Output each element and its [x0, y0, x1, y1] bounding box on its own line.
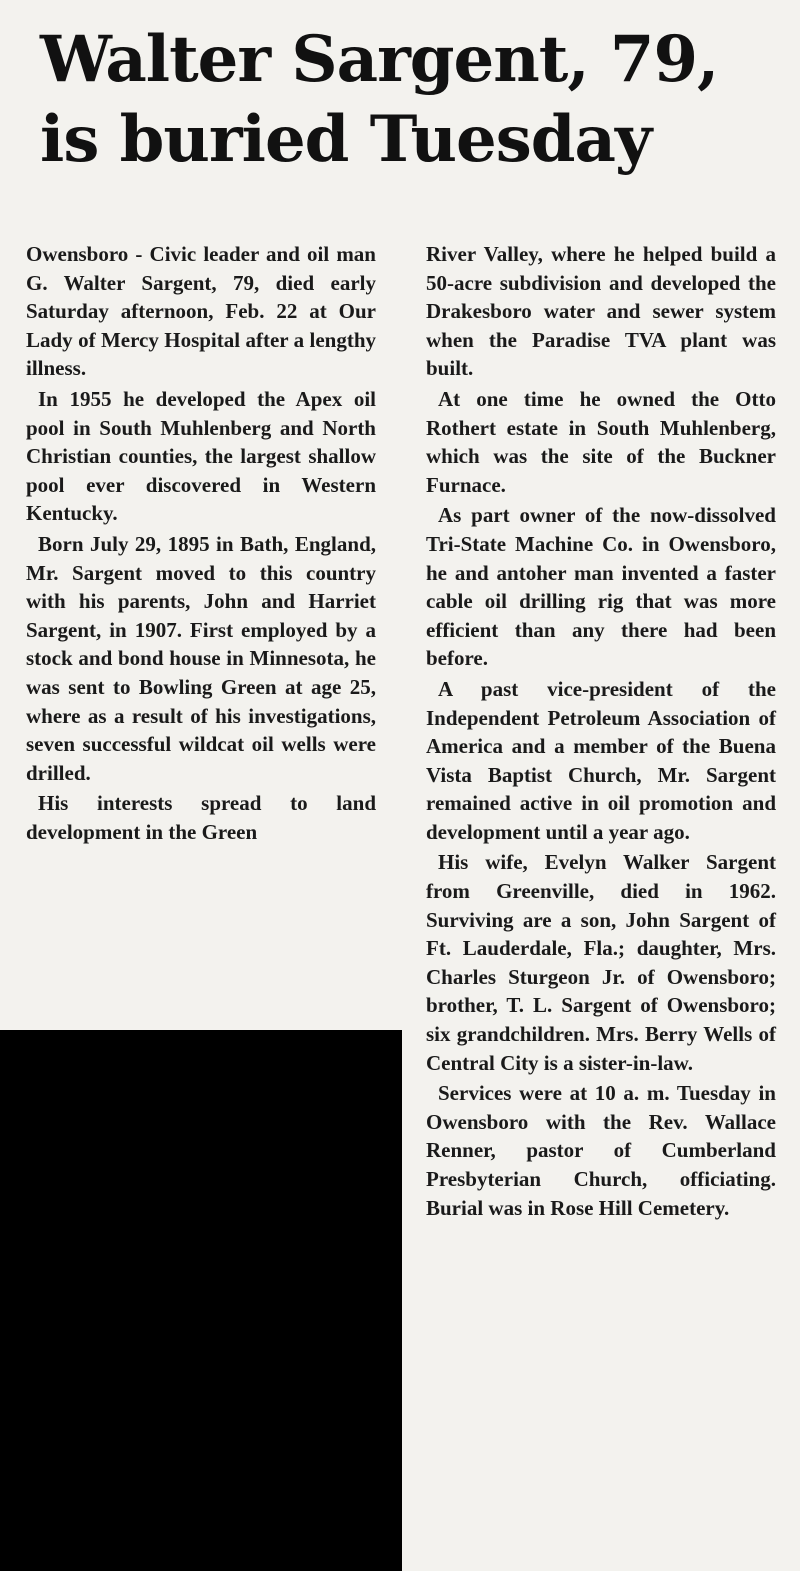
headline: [40, 20, 780, 180]
headline-line-2: is buried Tuesday: [40, 102, 652, 177]
paragraph-rothert-estate: At one time he owned the Otto Rothert estate in South Muhlenberg, which was the site of the Buckner Furnace.: [426, 386, 776, 497]
article-column-right: [426, 240, 776, 1224]
redaction-block: [0, 1030, 402, 1571]
paragraph-associations: A past vice-president of the Independent Petroleum Association of America and a member of the Buena Vista Baptist Church, Mr. Sargent remained active in oil promotion and development until a year ago.: [426, 676, 776, 844]
paragraph-intro: Owensboro - Civic leader and oil man G. Walter Sargent, 79, died early Saturday afternoon, Feb. 22 at Our Lady of Mercy Hospital after a lengthy illness.: [26, 242, 376, 381]
paragraph-early-life: Born July 29, 1895 in Bath, England, Mr. Sargent moved to this country with his parents, John and Harriet Sargent, in 1907. First employed by a stock and bond house in Minnesota, he was sent to Bowling Green at age 25, where as a result of his investigations, seven successful wildcat oil wells were drilled.: [26, 531, 376, 785]
paragraph-survivors: His wife, Evelyn Walker Sargent from Greenville, died in 1962. Surviving are a son, John Sargent of Ft. Lauderdale, Fla.; daughter, Mrs. Charles Sturgeon Jr. of Owensboro; brother, T. L. Sargent of Owensboro; six grandchildren. Mrs. Berry Wells of Central City is a sister-in-law.: [426, 850, 776, 1075]
article-column-left: [26, 240, 376, 848]
paragraph-land-development: His interests spread to land development in the Green: [26, 791, 376, 844]
paragraph-services: Services were at 10 a. m. Tuesday in Owensboro with the Rev. Wallace Renner, pastor of Cumberland Presbyterian Church, officiating. Burial was in Rose Hill Cemetery.: [426, 1081, 776, 1220]
paragraph-machine-company: As part owner of the now-dissolved Tri-State Machine Co. in Owensboro, he and antoher man invented a faster cable oil drilling rig that was more efficient than any there had been before.: [426, 503, 776, 671]
paragraph-apex-oil-pool: In 1955 he developed the Apex oil pool in South Muhlenberg and North Christian counties, the largest shallow pool ever discovered in Western Kentucky.: [26, 386, 376, 526]
paragraph-land-development-continued: River Valley, where he helped build a 50-acre subdivision and developed the Drakesboro water and sewer system when the Paradise TVA plant was built.: [426, 242, 776, 381]
headline-line-1: Walter Sargent, 79,: [40, 22, 719, 97]
